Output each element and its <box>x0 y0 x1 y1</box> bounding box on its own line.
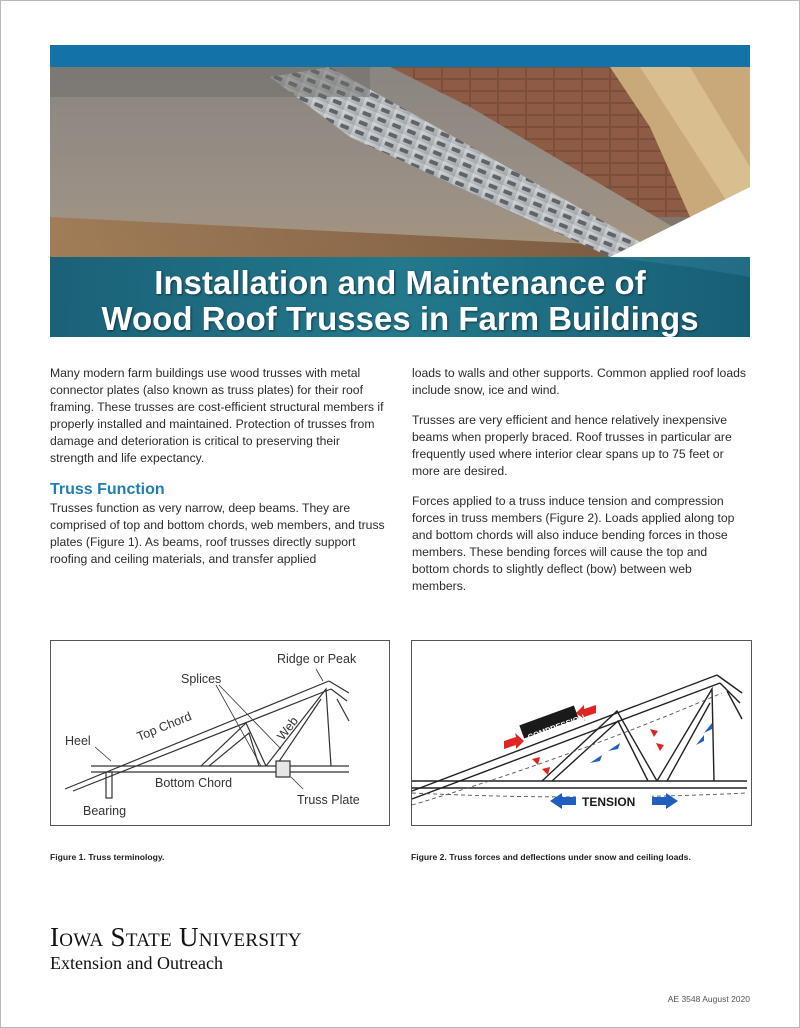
label-bottom-chord: Bottom Chord <box>155 776 233 790</box>
title-line-1: Installation and Maintenance of <box>154 264 646 301</box>
tension-indicator <box>550 793 678 809</box>
label-ridge-or-peak: Ridge or Peak <box>277 652 357 666</box>
arrow-blue-icon <box>608 743 620 751</box>
truss-forces-diagram <box>412 641 751 825</box>
arrow-red-icon <box>504 733 524 749</box>
figure-1-caption: Figure 1. Truss terminology. <box>50 852 165 862</box>
document-title <box>50 265 750 337</box>
intro-paragraph: Many modern farm buildings use wood trusses with metal connector plates (also known as truss plates) for their roof framing. These trusses are cost-efficient structural members if properly installed and maintained. Protection of trusses from damage and deterioration is critical to preserving their strength and life expectancy. <box>50 366 384 465</box>
arrow-red-icon <box>650 729 658 737</box>
left-column <box>50 365 385 581</box>
label-top-chord: Top Chord <box>134 709 194 744</box>
extension-name: Extension and Outreach <box>50 953 223 973</box>
truss-function-paragraph: Trusses function as very narrow, deep beams. They are comprised of top and bottom chords, web members, and truss plates (Figure 1). As beams, roof trusses directly support roofing and ceiling materials, and transfer applied <box>50 501 385 566</box>
arrow-blue-icon <box>704 723 712 733</box>
university-name: Iowa State University <box>50 922 302 952</box>
label-truss-plate: Truss Plate <box>297 793 360 807</box>
title-line-2: Wood Roof Trusses in Farm Buildings <box>101 300 699 337</box>
document-id: AE 3548 August 2020 <box>667 994 750 1004</box>
top-accent-bar <box>50 45 750 67</box>
label-bearing: Bearing <box>83 804 127 818</box>
arrow-blue-icon <box>590 755 602 763</box>
right-column <box>412 365 747 608</box>
forces-paragraph: Forces applied to a truss induce tension and compression forces in truss members (Figure 2). Loads applied along top and bottom chords will also induce bending forces in those members. These bending forces will cause the top and bottom chords to slightly deflect (bow) between web members. <box>412 494 735 593</box>
arrow-blue-icon <box>696 735 704 745</box>
isu-logo <box>50 923 302 974</box>
figure-2-truss-forces <box>411 640 752 826</box>
section-heading-truss-function: Truss Function <box>50 481 165 498</box>
hero-banner <box>50 67 750 337</box>
efficiency-paragraph: Trusses are very efficient and hence relatively inexpensive beams when properly braced. Roof trusses in particular are frequently used where interior clear spans up to 75 feet or more are desired. <box>412 413 732 478</box>
label-heel: Heel <box>65 734 91 748</box>
figure-1-truss-terminology <box>50 640 390 826</box>
figure-2-caption: Figure 2. Truss forces and deflections under snow and ceiling loads. <box>411 852 691 862</box>
truss-terminology-diagram <box>51 641 389 825</box>
label-compression: COMPRESSION <box>526 712 587 742</box>
label-web: Web <box>274 714 302 743</box>
loads-paragraph: loads to walls and other supports. Common applied roof loads include snow, ice and wind. <box>412 366 746 397</box>
label-splices: Splices <box>181 672 222 686</box>
arrow-red-icon <box>656 743 664 751</box>
arrow-blue-left-icon <box>550 793 562 809</box>
label-tension: TENSION <box>582 795 636 809</box>
